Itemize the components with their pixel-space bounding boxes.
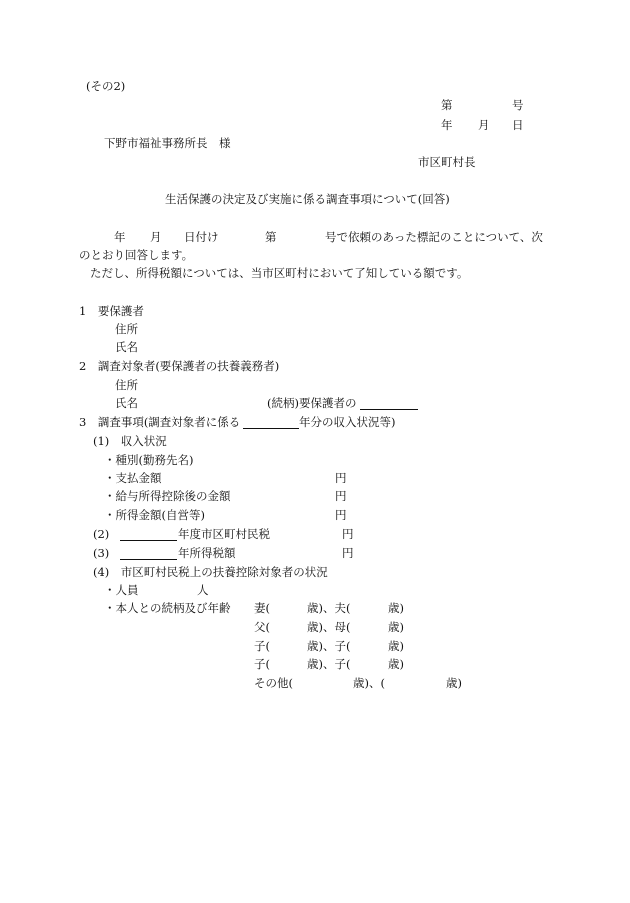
after-deduction-unit: 円 bbox=[335, 489, 347, 503]
income-self-employed: ・所得金額(自営等) bbox=[104, 508, 205, 522]
date-day: 日 bbox=[512, 118, 524, 132]
relation-row-1-c: 歳) bbox=[388, 601, 404, 615]
dependents-count: ・人員 bbox=[104, 583, 139, 597]
payment-amount: ・支払金額 bbox=[104, 471, 162, 485]
relation-row-3-c: 歳) bbox=[388, 639, 404, 653]
relation-row-3-b: 歳)、子( bbox=[307, 639, 351, 653]
income-tax-unit: 円 bbox=[342, 546, 354, 560]
payment-amount-unit: 円 bbox=[335, 471, 347, 485]
relation-and-age: ・本人との続柄及び年齢 bbox=[104, 601, 231, 615]
body-text-line3: ただし、所得税額については、当市区町村において了知している額です。 bbox=[90, 266, 469, 280]
sender: 市区町村長 bbox=[418, 155, 476, 169]
body-dai: 第 bbox=[265, 230, 277, 244]
relation-row-1-b: 歳)、夫( bbox=[307, 601, 351, 615]
relation-row-2-b: 歳)、母( bbox=[307, 620, 351, 634]
section-2-name: 氏名 bbox=[115, 396, 138, 410]
tax-year-blank-line bbox=[120, 540, 177, 541]
municipal-tax-label: 年度市区町村民税 bbox=[178, 527, 270, 541]
municipal-tax-unit: 円 bbox=[342, 527, 354, 541]
body-month: 月 bbox=[150, 230, 162, 244]
income-tax-year-blank-line bbox=[120, 559, 177, 560]
year-blank-line bbox=[243, 428, 299, 429]
after-deduction-amount: ・給与所得控除後の金額 bbox=[104, 489, 231, 503]
body-year: 年 bbox=[114, 230, 126, 244]
income-self-employed-unit: 円 bbox=[335, 508, 347, 522]
doc-number-go: 号 bbox=[512, 98, 524, 112]
section-1-address: 住所 bbox=[115, 322, 138, 336]
date-month: 月 bbox=[478, 118, 490, 132]
section-3-title-b: 年分の収入状況等) bbox=[299, 415, 396, 429]
relation-row-5-b: 歳)、( bbox=[353, 676, 385, 690]
relation-row-5-c: 歳) bbox=[446, 676, 462, 690]
relation-row-4-b: 歳)、子( bbox=[307, 657, 351, 671]
relation-blank-line bbox=[360, 409, 418, 410]
item-3-number: (3) bbox=[93, 546, 110, 560]
income-type: ・種別(勤務先名) bbox=[104, 453, 194, 467]
income-tax-label: 年所得税額 bbox=[178, 546, 236, 560]
relation-row-1-a: 妻( bbox=[254, 601, 270, 615]
section-1-title: 1 要保護者 bbox=[79, 304, 144, 318]
recipient: 下野市福祉事務所長 様 bbox=[104, 136, 231, 150]
relation-row-2-c: 歳) bbox=[388, 620, 404, 634]
date-year: 年 bbox=[441, 118, 453, 132]
item-2-number: (2) bbox=[93, 527, 110, 541]
body-text-line1: 号で依頼のあった標記のことについて、次 bbox=[325, 230, 543, 244]
form-number: (その2) bbox=[86, 79, 126, 93]
body-dated: 日付け bbox=[184, 230, 219, 244]
document-title: 生活保護の決定及び実施に係る調査事項について(回答) bbox=[165, 192, 450, 206]
doc-number-dai: 第 bbox=[441, 98, 453, 112]
section-2-address: 住所 bbox=[115, 378, 138, 392]
section-2-title: 2 調査対象者(要保護者の扶養義務者) bbox=[79, 359, 280, 373]
body-text-line2: のとおり回答します。 bbox=[79, 248, 194, 262]
section-1-name: 氏名 bbox=[115, 340, 138, 354]
income-status-title: (1) 収入状況 bbox=[93, 434, 167, 448]
relation-row-2-a: 父( bbox=[254, 620, 270, 634]
relation-row-5-a: その他( bbox=[254, 676, 293, 690]
section-2-relation: (続柄)要保護者の bbox=[267, 396, 357, 410]
dependents-title: (4) 市区町村民税上の扶養控除対象者の状況 bbox=[93, 565, 328, 579]
relation-row-3-a: 子( bbox=[254, 639, 270, 653]
relation-row-4-c: 歳) bbox=[388, 657, 404, 671]
section-3-title-a: 3 調査事項(調査対象者に係る bbox=[79, 415, 241, 429]
dependents-count-unit: 人 bbox=[197, 583, 209, 597]
relation-row-4-a: 子( bbox=[254, 657, 270, 671]
